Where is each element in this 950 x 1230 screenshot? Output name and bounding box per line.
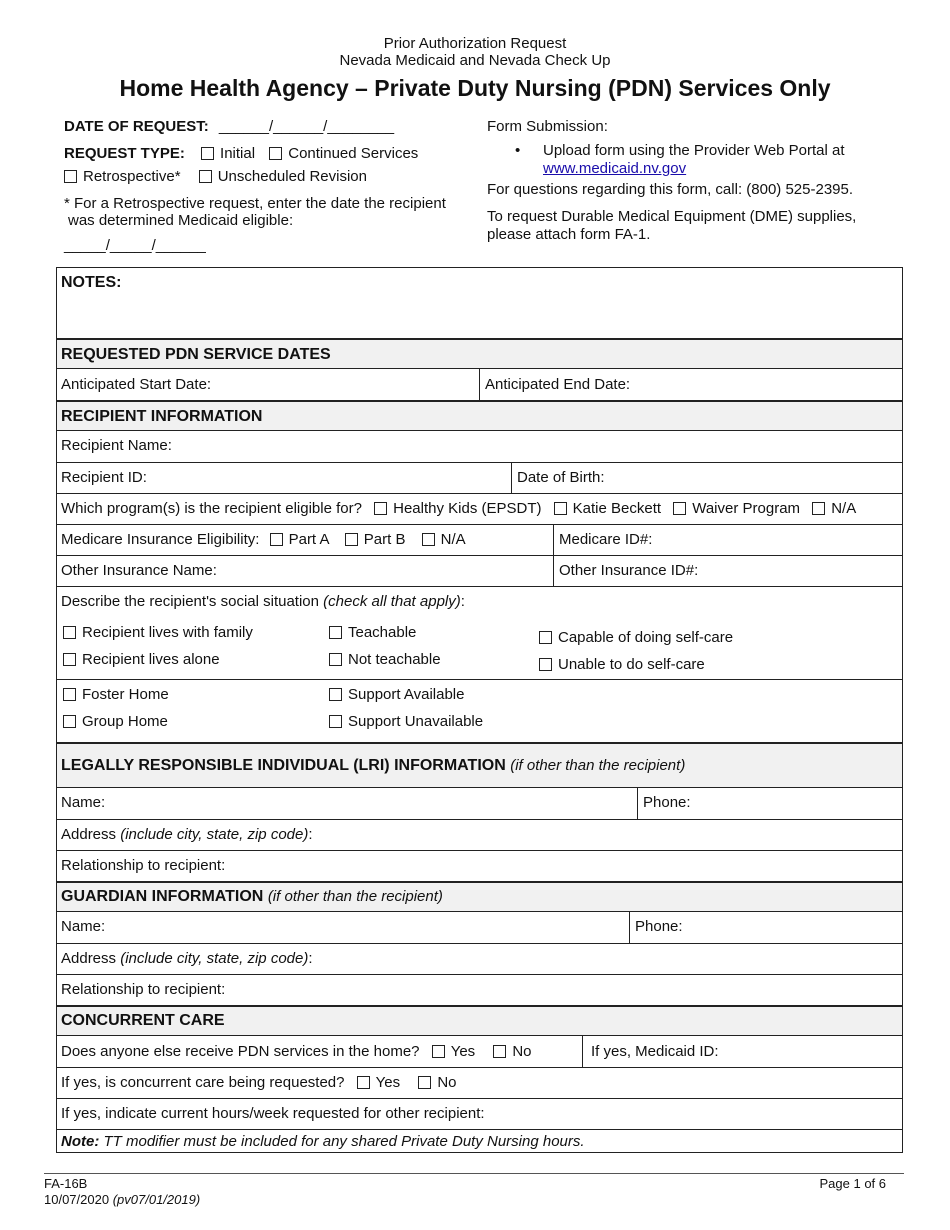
request-type-label: REQUEST TYPE:: [64, 145, 185, 162]
lri-phone-field[interactable]: Phone:: [643, 794, 691, 811]
hours-field[interactable]: If yes, indicate current hours/week requested for other recipient:: [61, 1105, 485, 1122]
bullet-icon: •: [515, 142, 521, 159]
section-title: REQUESTED PDN SERVICE DATES: [61, 346, 331, 363]
checkbox[interactable]: [64, 170, 77, 183]
medicare-label: Medicare Insurance Eligibility:: [61, 531, 260, 548]
guardian-address-field[interactable]: [61, 950, 313, 967]
checkbox[interactable]: [63, 715, 76, 728]
footer-date-value: 10/07/2020: [44, 1192, 110, 1207]
concurrent-request-line: [61, 1074, 457, 1091]
pdn-home-line: [61, 1043, 532, 1060]
social-unable-self-care[interactable]: Unable to do self-care: [539, 656, 705, 673]
dme-note-2: please attach form FA-1.: [487, 226, 651, 243]
divider: [637, 788, 638, 819]
section-guardian: [57, 881, 902, 912]
footer-date: [44, 1192, 200, 1207]
dme-note-1: To request Durable Medical Equipment (DME) supplies,: [487, 208, 857, 225]
social-question-text: Describe the recipient's social situation: [61, 593, 319, 610]
footer-form-id: FA-16B: [44, 1176, 88, 1191]
checkbox[interactable]: [418, 1076, 431, 1089]
note-text: TT modifier must be included for any shared Private Duty Nursing hours.: [99, 1133, 585, 1150]
address-colon: :: [308, 826, 313, 843]
section-title: [61, 888, 443, 906]
social-lives-alone[interactable]: Recipient lives alone: [63, 651, 220, 668]
divider: [511, 463, 512, 493]
retro-date-blank[interactable]: _____/_____/______: [64, 237, 206, 254]
other-insurance-name-field[interactable]: Other Insurance Name:: [61, 562, 217, 579]
guardian-heading-text: GUARDIAN INFORMATION: [61, 888, 264, 905]
date-blank[interactable]: ______/______/________: [218, 118, 395, 135]
medicare-part-a[interactable]: Part A: [270, 531, 329, 548]
checkbox[interactable]: [493, 1045, 506, 1058]
social-foster-home[interactable]: Foster Home: [63, 686, 169, 703]
address-note: (include city, state, zip code): [120, 826, 309, 843]
checkbox[interactable]: [63, 653, 76, 666]
guardian-address-row: [57, 943, 902, 974]
other-insurance-id-field[interactable]: Other Insurance ID#:: [559, 562, 699, 579]
pdn-home-yes[interactable]: Yes: [432, 1043, 475, 1060]
checkbox[interactable]: [63, 688, 76, 701]
pdn-dates-row: [57, 369, 902, 400]
request-type-initial[interactable]: Initial: [201, 145, 255, 162]
section-title: CONCURRENT CARE: [61, 1012, 225, 1029]
address-label: Address: [61, 826, 117, 843]
shared-hours-note: [61, 1133, 585, 1150]
medicare-row: [57, 524, 902, 555]
concurrent-yes[interactable]: Yes: [357, 1074, 400, 1091]
section-lri: [57, 742, 902, 788]
lri-address-row: [57, 819, 902, 850]
questions-phone: For questions regarding this form, call: (800) 525-2395.: [487, 181, 854, 198]
lri-address-field[interactable]: [61, 826, 313, 843]
guardian-phone-field[interactable]: Phone:: [635, 918, 683, 935]
request-type-continued[interactable]: Continued Services: [269, 145, 418, 162]
request-type-row-1: [64, 145, 418, 162]
note-label: Note:: [61, 1133, 100, 1150]
lri-relationship-row: [57, 850, 902, 881]
medicare-part-b[interactable]: Part B: [345, 531, 406, 548]
end-date-field[interactable]: Anticipated End Date:: [485, 376, 631, 393]
guardian-heading-note: (if other than the recipient): [267, 888, 443, 905]
retro-note-1: * For a Retrospective request, enter the date the recipient: [64, 195, 446, 212]
programs-line: [61, 500, 856, 517]
lri-heading-note: (if other than the recipient): [510, 757, 686, 774]
social-support-unavailable[interactable]: Support Unavailable: [329, 713, 483, 730]
checkbox[interactable]: [812, 502, 825, 515]
section-concurrent-care: [57, 1005, 902, 1036]
pa-form-table: [56, 267, 903, 1153]
notes-row[interactable]: [57, 268, 902, 338]
form-submission-label: Form Submission:: [487, 118, 608, 135]
date-of-request: [64, 118, 394, 135]
guardian-relationship-row: [57, 974, 902, 1005]
guardian-name-field[interactable]: Name:: [61, 918, 106, 935]
upload-instruction: Upload form using the Provider Web Portal at: [543, 142, 845, 159]
date-label: DATE OF REQUEST:: [64, 118, 209, 135]
medicare-line: [61, 531, 466, 548]
footer-page-number: Page 1 of 6: [819, 1176, 886, 1191]
lri-name-row: [57, 788, 902, 819]
social-support-available[interactable]: Support Available: [329, 686, 464, 703]
footer-divider: [44, 1173, 904, 1174]
checkbox[interactable]: [199, 170, 212, 183]
guardian-name-row: [57, 912, 902, 943]
checkbox[interactable]: [554, 502, 567, 515]
checkbox[interactable]: [539, 658, 552, 671]
checkbox[interactable]: [270, 533, 283, 546]
address-note: (include city, state, zip code): [120, 950, 309, 967]
checkbox[interactable]: [269, 147, 282, 160]
medicaid-portal-link[interactable]: www.medicaid.nv.gov: [543, 160, 687, 177]
retro-note-2: was determined Medicaid eligible:: [68, 212, 294, 229]
request-type-row-2: [64, 168, 367, 185]
checkbox[interactable]: [422, 533, 435, 546]
header-line-1: Prior Authorization Request: [383, 35, 567, 52]
header-line-2: Nevada Medicaid and Nevada Check Up: [339, 52, 611, 69]
address-colon: :: [308, 950, 313, 967]
section-pdn-dates: [57, 338, 902, 369]
section-title: [61, 757, 685, 775]
checkbox[interactable]: [329, 715, 342, 728]
recipient-name-row: [57, 431, 902, 462]
checkbox[interactable]: [329, 688, 342, 701]
checkbox[interactable]: [374, 502, 387, 515]
recipient-id-field[interactable]: Recipient ID:: [61, 469, 147, 486]
notes-label: NOTES:: [61, 274, 122, 291]
checkbox[interactable]: [345, 533, 358, 546]
address-label: Address: [61, 950, 117, 967]
request-type-retro[interactable]: Retrospective*: [64, 168, 181, 185]
recipient-id-row: [57, 462, 902, 493]
social-teachable[interactable]: Teachable: [329, 624, 416, 641]
page-title: Home Health Agency – Private Duty Nursing (PDN) Services Only: [119, 75, 831, 101]
section-title: RECIPIENT INFORMATION: [61, 408, 263, 425]
social-situation-block-2: [57, 679, 902, 742]
request-type-unscheduled[interactable]: Unscheduled Revision: [199, 168, 367, 185]
checkbox[interactable]: [329, 626, 342, 639]
note-row: [57, 1129, 902, 1153]
concurrent-request-row: [57, 1067, 902, 1098]
guardian-relationship-field[interactable]: Relationship to recipient:: [61, 981, 226, 998]
start-date-field[interactable]: Anticipated Start Date:: [61, 376, 212, 393]
lri-name-field[interactable]: Name:: [61, 794, 106, 811]
checkbox[interactable]: [201, 147, 214, 160]
concurrent-no[interactable]: No: [418, 1074, 456, 1091]
checkbox[interactable]: [539, 631, 552, 644]
social-lives-with-family[interactable]: Recipient lives with family: [63, 624, 253, 641]
social-not-teachable[interactable]: Not teachable: [329, 651, 441, 668]
recipient-name-field[interactable]: Recipient Name:: [61, 437, 172, 454]
checkbox[interactable]: [432, 1045, 445, 1058]
medicaid-id-field[interactable]: If yes, Medicaid ID:: [591, 1043, 719, 1060]
social-situation-block-1: [57, 586, 902, 679]
checkbox[interactable]: [357, 1076, 370, 1089]
social-question: [61, 593, 465, 610]
programs-row: [57, 493, 902, 524]
divider: [553, 525, 554, 555]
program-katie-beckett[interactable]: Katie Beckett: [554, 500, 661, 517]
lri-relationship-field[interactable]: Relationship to recipient:: [61, 857, 226, 874]
concurrent-question: If yes, is concurrent care being requested?: [61, 1074, 345, 1091]
medicare-id-field[interactable]: Medicare ID#:: [559, 531, 653, 548]
checkbox[interactable]: [63, 626, 76, 639]
divider: [553, 556, 554, 586]
program-waiver[interactable]: Waiver Program: [673, 500, 800, 517]
hours-row: [57, 1098, 902, 1129]
section-recipient: [57, 400, 902, 431]
dob-field[interactable]: Date of Birth:: [517, 469, 605, 486]
programs-question: Which program(s) is the recipient eligible for?: [61, 500, 362, 517]
social-question-colon: :: [460, 593, 465, 610]
pdn-home-question: Does anyone else receive PDN services in the home?: [61, 1043, 420, 1060]
checkbox[interactable]: [673, 502, 686, 515]
medicare-na[interactable]: N/A: [422, 531, 466, 548]
pdn-home-row: [57, 1036, 902, 1067]
lri-heading-text: LEGALLY RESPONSIBLE INDIVIDUAL (LRI) INFORMATION: [61, 757, 506, 774]
pdn-home-no[interactable]: No: [493, 1043, 531, 1060]
other-insurance-row: [57, 555, 902, 586]
divider: [629, 912, 630, 943]
divider: [582, 1036, 583, 1067]
checkbox[interactable]: [329, 653, 342, 666]
social-capable-self-care[interactable]: Capable of doing self-care: [539, 629, 733, 646]
divider: [479, 369, 480, 400]
program-na[interactable]: N/A: [812, 500, 856, 517]
footer-prev-version: (pv07/01/2019): [112, 1192, 201, 1207]
social-group-home[interactable]: Group Home: [63, 713, 168, 730]
program-healthy-kids[interactable]: Healthy Kids (EPSDT): [374, 500, 541, 517]
social-question-note: (check all that apply): [323, 593, 461, 610]
